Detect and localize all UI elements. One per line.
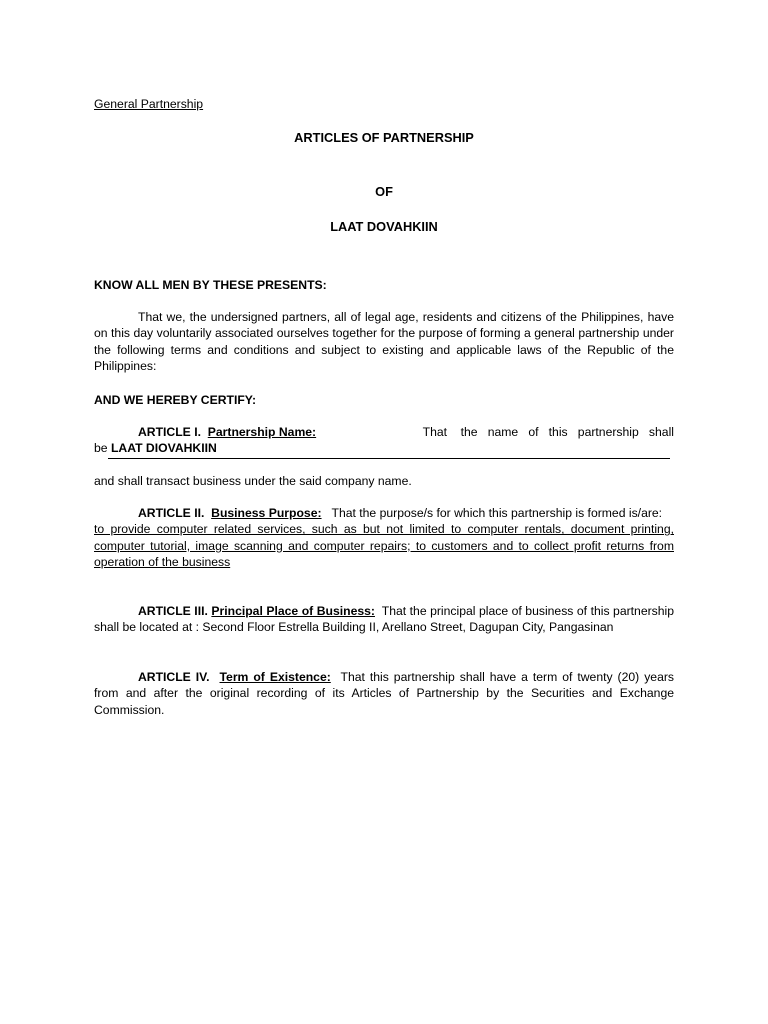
article-1-line-2 [94, 440, 674, 456]
article-4-text: That this partnership shall have a term of twenty (20) years from and after the original recording of its Articles of Partnership by the Securities and Exchange Commission. [94, 670, 674, 717]
article-4-label: ARTICLE IV. [138, 670, 210, 684]
article-1-text-a: That the name of this partnership shall [422, 425, 674, 439]
name-underline-rule [108, 458, 670, 459]
article-4-heading: Term of Existence: [219, 670, 331, 684]
article-4 [94, 669, 674, 718]
article-2-intro [94, 505, 674, 521]
article-2-heading: Business Purpose: [211, 506, 322, 520]
preamble-text: That we, the undersigned partners, all of legal age, residents and citizens of the Philippines, have on this day voluntarily associated ourselves together for the purpose of forming a general partnership under the following terms and conditions and subject to existing and applicable laws of the Republic of the Philippines: [94, 310, 674, 374]
article-2-purpose: to provide computer related services, such as but not limited to computer rentals, document printing, computer tutorial, image scanning and computer repairs; to customers and to collect profit returns from operation of the business [94, 522, 674, 570]
article-1-line-1 [94, 424, 674, 440]
article-3-heading: Principal Place of Business: [211, 604, 375, 618]
article-2 [94, 505, 674, 571]
article-1-tail: and shall transact business under the said company name. [94, 474, 412, 488]
article-2-text: That the purpose/s for which this partnership is formed is/are: [331, 506, 663, 520]
article-3-label: ARTICLE III. [138, 604, 208, 618]
article-1-name: LAAT DIOVAHKIIN [110, 441, 217, 456]
title-of: OF [375, 184, 393, 199]
article-3-text: That the principal place of business of this partnership shall be located at : Second Floor Estrella Building II, Arellano Street, Dagupan City, Pangasinan [94, 604, 675, 635]
document-type-label: General Partnership [94, 97, 204, 111]
article-1-heading: Partnership Name: [207, 425, 317, 439]
article-1 [94, 424, 674, 457]
article-1-text-b: be [94, 441, 108, 456]
know-all-heading: KNOW ALL MEN BY THESE PRESENTS: [94, 278, 327, 292]
article-3 [94, 603, 674, 636]
document-title: ARTICLES OF PARTNERSHIP [294, 130, 474, 145]
partnership-name-title: LAAT DOVAHKIIN [330, 219, 438, 234]
article-2-label: ARTICLE II. [138, 506, 205, 520]
article-1-label: ARTICLE I. [138, 425, 201, 439]
preamble-paragraph [94, 309, 674, 375]
certify-heading: AND WE HEREBY CERTIFY: [94, 393, 257, 407]
